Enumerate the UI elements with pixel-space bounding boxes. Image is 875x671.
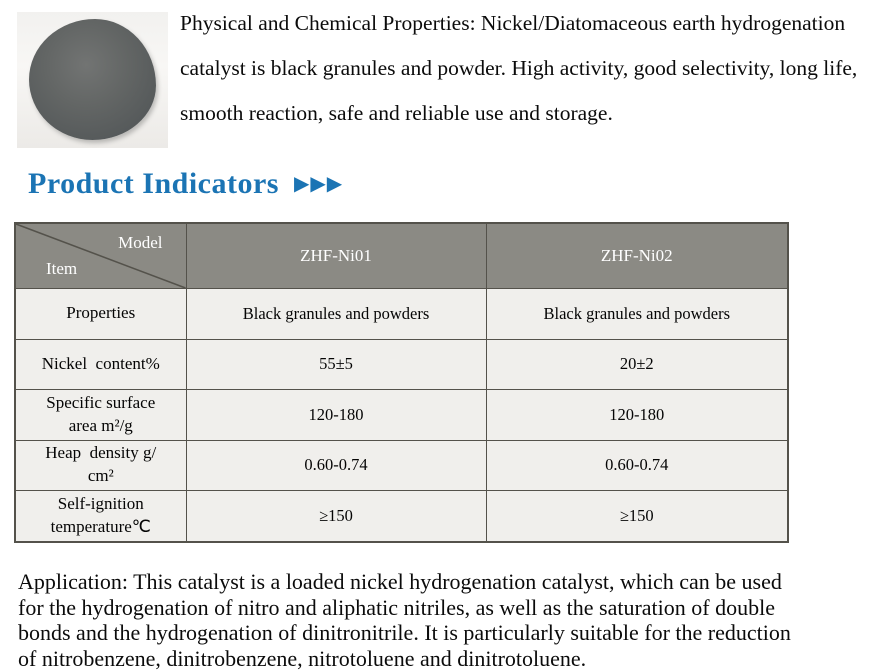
application-text: Application: This catalyst is a loaded nickel hydrogenation catalyst, which can be used for the hydrogenation of nitro and aliphatic nitriles, as well as the saturation of double bonds and the hydrogenation of dinitronitrile. It is particularly suitable for the reduction of nitrobenzene, dinitrobenzene, nitrotoluene and dinitrotoluene.: [18, 569, 791, 671]
corner-model-label: Model: [118, 233, 163, 252]
table-row: [15, 289, 788, 340]
cell-value: 55±5: [186, 339, 486, 390]
corner-item-label: Item: [46, 259, 78, 278]
physical-chemical-properties-text: Physical and Chemical Properties: Nickel/Diatomaceous earth hydrogenation catalyst is black granules and powder. High activity, good selectivity, long life, smooth reaction, safe and reliable use and storage.: [180, 11, 858, 125]
cell-value: ≥150: [186, 491, 486, 542]
cell-value: ≥150: [486, 491, 788, 542]
cell-value: 20±2: [486, 339, 788, 390]
catalyst-powder-photo: [17, 12, 168, 148]
cell-value: 120-180: [186, 390, 486, 441]
cell-value: Black granules and powders: [486, 289, 788, 340]
column-header-zhf-ni01: ZHF-Ni01: [186, 223, 486, 289]
table-header-row: [15, 223, 788, 289]
section-title: Product Indicators: [28, 167, 279, 200]
cell-value: 0.60-0.74: [486, 440, 788, 491]
cell-value: 0.60-0.74: [186, 440, 486, 491]
cell-value: Black granules and powders: [186, 289, 486, 340]
table-row: [15, 440, 788, 491]
product-indicators-table: [14, 222, 789, 543]
row-label-heap-density: Heap density g/ cm²: [15, 440, 186, 491]
table-row: [15, 339, 788, 390]
powder-blob-image: [29, 19, 156, 140]
row-label-nickel-content: Nickel content%: [15, 339, 186, 390]
row-label-self-ignition-temperature: Self-ignition temperature℃: [15, 491, 186, 542]
table-row: [15, 491, 788, 542]
triple-arrow-icon: ▶▶▶: [293, 171, 344, 195]
table-row: [15, 390, 788, 441]
cell-value: 120-180: [486, 390, 788, 441]
column-header-zhf-ni02: ZHF-Ni02: [486, 223, 788, 289]
row-label-specific-surface-area: Specific surface area m²/g: [15, 390, 186, 441]
corner-header-cell: [15, 223, 186, 289]
section-heading: [28, 167, 343, 201]
row-label-properties: Properties: [15, 289, 186, 340]
